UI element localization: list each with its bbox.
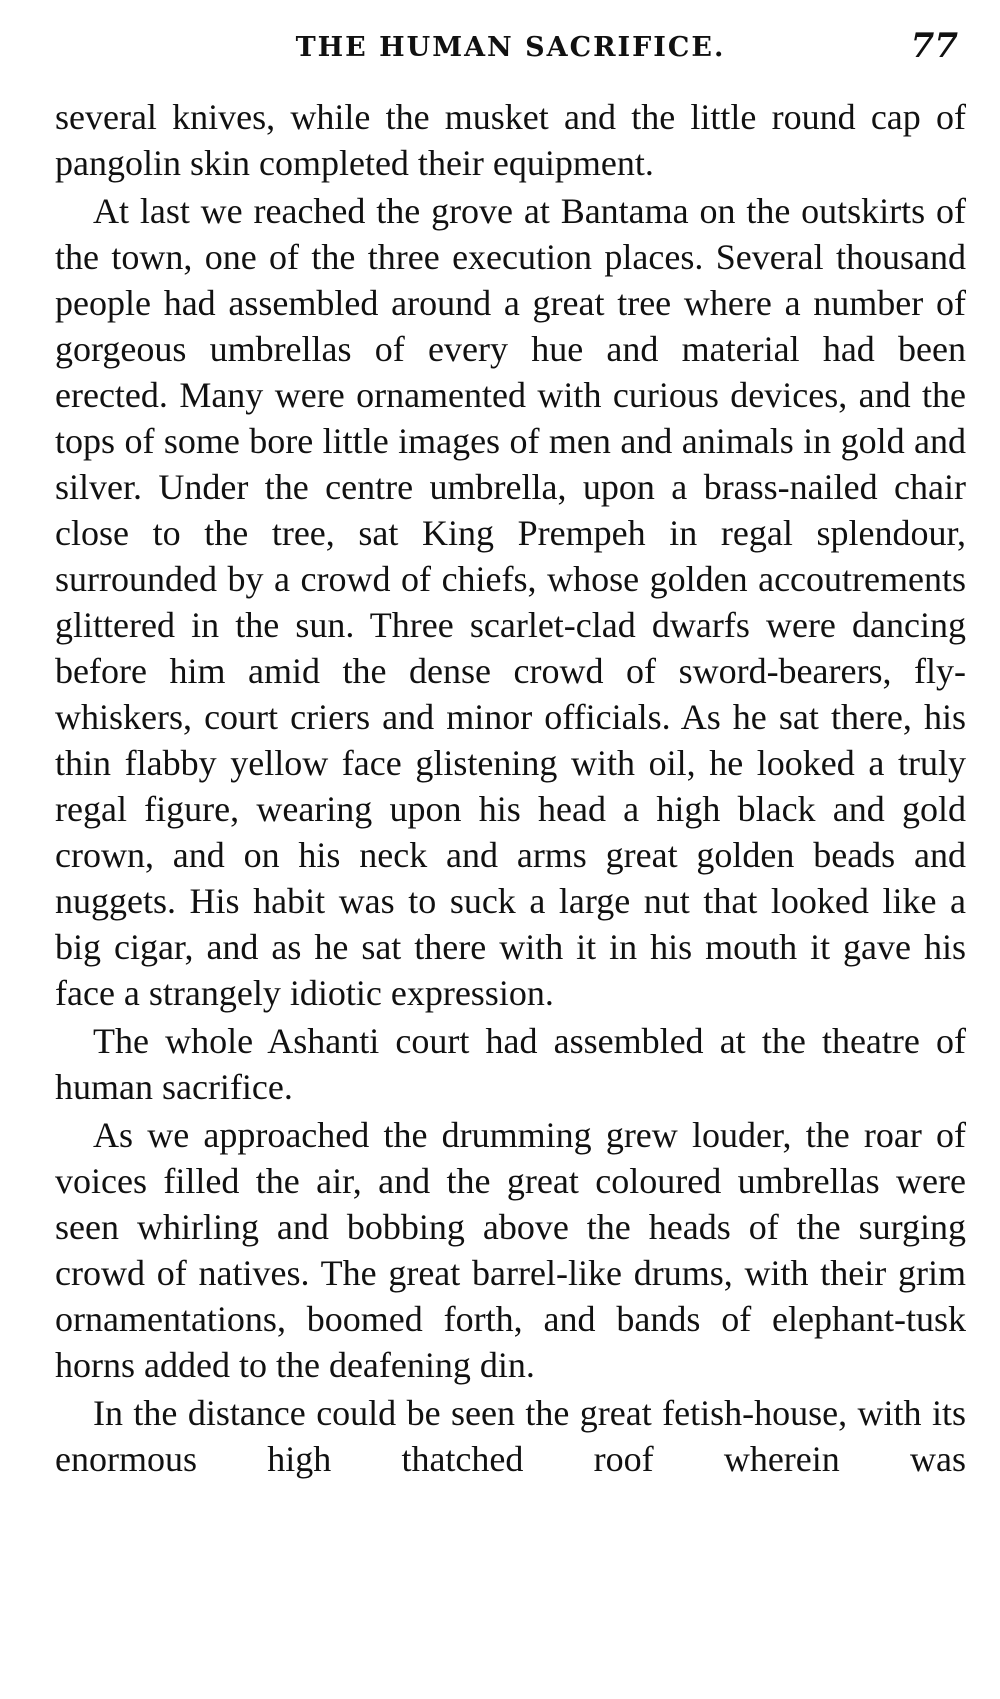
paragraph-bantama-grove: At last we reached the grove at Bantama on the outskirts of the town, one of the three execution places. Several thousand people had assembled around a great tree where a number of gorgeous umbrellas of every hue and material had been erected. Many were ornamented with curious devices, and the tops of some bore little images of men and animals in gold and silver. Under the centre umbrella, upon a brass-nailed chair close to the tree, sat King Prempeh in regal splendour, surrounded by a crowd of chiefs, whose golden accoutrements glittered in the sun. Three scarlet-clad dwarfs were dancing before him amid the dense crowd of sword-bearers, fly-whiskers, court criers and minor officials. As he sat there, his thin flabby yellow face glistening with oil, he looked a truly regal figure, wearing upon his head a high black and gold crown, and on his neck and arms great golden beads and nuggets. His habit was to suck a large nut that looked like a big cigar, and as he sat there with it in his mouth it gave his face a strangely idiotic expression. <box>55 191 966 1013</box>
paragraph-drumming: As we approached the drumming grew louder, the roar of voices filled the air, and the great coloured umbrellas were seen whirling and bobbing above the heads of the surging crowd of natives. The great barrel-like drums, with their grim ornamentations, boomed forth, and bands of elephant-tusk horns added to the deafening din. <box>55 1115 966 1385</box>
paragraph-ashanti-court: The whole Ashanti court had assembled at the theatre of human sacrifice. <box>55 1021 966 1107</box>
paragraph-fetish-house: In the distance could be seen the great fetish-house, with its enormous high thatched roof wherein was <box>55 1393 966 1479</box>
paragraph-continued: several knives, while the musket and the little round cap of pangolin skin completed their equipment. <box>55 97 966 183</box>
body-text <box>55 94 966 1482</box>
page-number: 77 <box>910 26 958 66</box>
running-head <box>55 22 966 74</box>
running-title: THE HUMAN SACRIFICE. <box>295 32 726 63</box>
